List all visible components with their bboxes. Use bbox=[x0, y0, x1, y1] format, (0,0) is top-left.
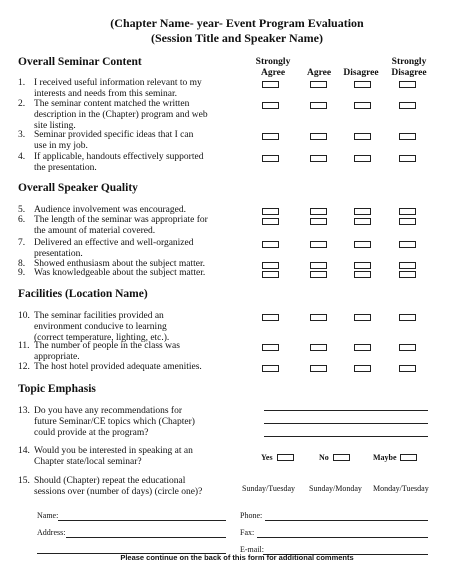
checkbox-disagree[interactable] bbox=[354, 344, 371, 351]
checkbox-strongly-agree[interactable] bbox=[262, 133, 279, 140]
item-number: 2. bbox=[18, 99, 26, 109]
rating-item bbox=[18, 99, 208, 131]
answer-line-3[interactable] bbox=[264, 436, 428, 437]
email-label: E-mail: bbox=[240, 545, 264, 554]
checkbox-strongly-disagree[interactable] bbox=[399, 365, 416, 372]
checkbox-agree[interactable] bbox=[310, 208, 327, 215]
checkbox-strongly-agree[interactable] bbox=[262, 241, 279, 248]
section-speaker-quality: Overall Speaker Quality bbox=[18, 182, 138, 194]
rating-item bbox=[18, 268, 206, 279]
checkbox-agree[interactable] bbox=[310, 155, 327, 162]
option-sunday-tuesday[interactable]: Sunday/Tuesday bbox=[242, 484, 296, 493]
rating-item bbox=[18, 311, 170, 343]
checkbox-strongly-disagree[interactable] bbox=[399, 208, 416, 215]
checkbox-strongly-disagree[interactable] bbox=[399, 271, 416, 278]
section-topic-emphasis: Topic Emphasis bbox=[18, 383, 96, 395]
phone-label: Phone: bbox=[240, 511, 263, 520]
item-text-line: environment conducive to learning bbox=[34, 322, 167, 332]
checkbox-agree[interactable] bbox=[310, 344, 327, 351]
item-text-line: (correct temperature, lighting, etc.). bbox=[34, 333, 170, 343]
form-title: (Chapter Name- year- Event Program Evaluation bbox=[110, 16, 364, 30]
checkbox-agree[interactable] bbox=[310, 365, 327, 372]
checkbox-strongly-agree[interactable] bbox=[262, 155, 279, 162]
maybe-checkbox[interactable] bbox=[400, 454, 417, 461]
option-monday-tuesday[interactable]: Monday/Tuesday bbox=[373, 484, 429, 493]
section-facilities: Facilities (Location Name) bbox=[18, 288, 148, 300]
name-field[interactable] bbox=[58, 520, 226, 521]
item-text-line: Seminar provided specific ideas that I can bbox=[34, 130, 194, 140]
item-number: 7. bbox=[18, 238, 26, 248]
item-number: 1. bbox=[18, 78, 26, 88]
checkbox-strongly-agree[interactable] bbox=[262, 81, 279, 88]
item-number: 8. bbox=[18, 259, 26, 269]
checkbox-agree[interactable] bbox=[310, 133, 327, 140]
checkbox-disagree[interactable] bbox=[354, 218, 371, 225]
checkbox-agree[interactable] bbox=[310, 262, 327, 269]
item-text-line: use in my job. bbox=[34, 141, 88, 151]
item-number: 10. bbox=[18, 311, 30, 321]
checkbox-agree[interactable] bbox=[310, 102, 327, 109]
checkbox-disagree[interactable] bbox=[354, 271, 371, 278]
rating-item bbox=[18, 362, 202, 373]
checkbox-agree[interactable] bbox=[310, 271, 327, 278]
item-number: 4. bbox=[18, 152, 26, 162]
checkbox-strongly-agree[interactable] bbox=[262, 344, 279, 351]
checkbox-strongly-disagree[interactable] bbox=[399, 81, 416, 88]
checkbox-disagree[interactable] bbox=[354, 262, 371, 269]
header-strongly-agree: Strongly Agree bbox=[255, 57, 291, 78]
checkbox-strongly-disagree[interactable] bbox=[399, 102, 416, 109]
checkbox-disagree[interactable] bbox=[354, 133, 371, 140]
item-text-line: Was knowledgeable about the subject matter. bbox=[34, 268, 206, 278]
item-text-line: site listing. bbox=[34, 121, 76, 131]
rating-item bbox=[18, 152, 204, 173]
checkbox-strongly-disagree[interactable] bbox=[399, 155, 416, 162]
item-text-line: Audience involvement was encouraged. bbox=[34, 205, 186, 215]
item-text-line: appropriate. bbox=[34, 352, 80, 362]
rating-item bbox=[18, 341, 180, 362]
checkbox-disagree[interactable] bbox=[354, 314, 371, 321]
checkbox-strongly-disagree[interactable] bbox=[399, 314, 416, 321]
form-subtitle: (Session Title and Speaker Name) bbox=[150, 31, 324, 45]
header-strongly-disagree: Strongly Disagree bbox=[391, 57, 427, 78]
rating-item bbox=[18, 215, 208, 236]
checkbox-agree[interactable] bbox=[310, 314, 327, 321]
address-label: Address: bbox=[37, 528, 66, 537]
phone-field[interactable] bbox=[265, 520, 428, 521]
checkbox-strongly-disagree[interactable] bbox=[399, 262, 416, 269]
header-disagree: Disagree bbox=[343, 68, 379, 78]
checkbox-strongly-disagree[interactable] bbox=[399, 133, 416, 140]
question-15: 15. Should (Chapter) repeat the educational sessions over (number of days) (circle one)? bbox=[18, 476, 203, 497]
item-text-line: the presentation. bbox=[34, 163, 97, 173]
checkbox-disagree[interactable] bbox=[354, 365, 371, 372]
checkbox-agree[interactable] bbox=[310, 241, 327, 248]
item-text-line: Showed enthusiasm about the subject matter. bbox=[34, 259, 205, 269]
checkbox-disagree[interactable] bbox=[354, 155, 371, 162]
checkbox-strongly-disagree[interactable] bbox=[399, 218, 416, 225]
section-seminar-content: Overall Seminar Content bbox=[18, 56, 142, 68]
rating-item bbox=[18, 78, 202, 99]
item-text-line: Delivered an effective and well-organized bbox=[34, 238, 194, 248]
item-number: 6. bbox=[18, 215, 26, 225]
name-label: Name: bbox=[37, 511, 59, 520]
rating-item bbox=[18, 238, 194, 259]
no-checkbox[interactable] bbox=[333, 454, 350, 461]
item-text-line: The host hotel provided adequate amenities. bbox=[34, 362, 202, 372]
item-text-line: If applicable, handouts effectively supported bbox=[34, 152, 204, 162]
checkbox-agree[interactable] bbox=[310, 81, 327, 88]
checkbox-strongly-agree[interactable] bbox=[262, 218, 279, 225]
checkbox-disagree[interactable] bbox=[354, 102, 371, 109]
item-number: 11. bbox=[18, 341, 30, 351]
item-text-line: description in the (Chapter) program and web bbox=[34, 110, 208, 120]
item-text-line: I received useful information relevant to my bbox=[34, 78, 202, 88]
fax-field[interactable] bbox=[257, 537, 428, 538]
rating-item bbox=[18, 130, 194, 151]
no-label: No bbox=[319, 453, 329, 462]
item-number: 5. bbox=[18, 205, 26, 215]
item-text-line: interests and needs from this seminar. bbox=[34, 89, 177, 99]
checkbox-strongly-agree[interactable] bbox=[262, 314, 279, 321]
fax-label: Fax: bbox=[240, 528, 255, 537]
item-number: 9. bbox=[18, 268, 26, 278]
checkbox-strongly-agree[interactable] bbox=[262, 208, 279, 215]
header-agree: Agree bbox=[306, 68, 332, 78]
checkbox-strongly-disagree[interactable] bbox=[399, 241, 416, 248]
checkbox-strongly-disagree[interactable] bbox=[399, 344, 416, 351]
checkbox-disagree[interactable] bbox=[354, 241, 371, 248]
answer-line-1[interactable] bbox=[264, 410, 428, 411]
address-field[interactable] bbox=[66, 537, 226, 538]
item-number: 12. bbox=[18, 362, 30, 372]
answer-line-2[interactable] bbox=[264, 423, 428, 424]
yes-checkbox[interactable] bbox=[277, 454, 294, 461]
checkbox-agree[interactable] bbox=[310, 218, 327, 225]
item-text-line: presentation. bbox=[34, 249, 83, 259]
question-14: 14. Would you be interested in speaking at an Chapter state/local seminar? bbox=[18, 446, 193, 467]
checkbox-disagree[interactable] bbox=[354, 81, 371, 88]
item-text-line: The seminar content matched the written bbox=[34, 99, 190, 109]
checkbox-strongly-agree[interactable] bbox=[262, 271, 279, 278]
checkbox-disagree[interactable] bbox=[354, 208, 371, 215]
item-text-line: the amount of material covered. bbox=[34, 226, 156, 236]
item-number: 3. bbox=[18, 130, 26, 140]
item-text-line: The length of the seminar was appropriate for bbox=[34, 215, 208, 225]
option-sunday-monday[interactable]: Sunday/Monday bbox=[309, 484, 362, 493]
checkbox-strongly-agree[interactable] bbox=[262, 102, 279, 109]
checkbox-strongly-agree[interactable] bbox=[262, 365, 279, 372]
item-text-line: The seminar facilities provided an bbox=[34, 311, 164, 321]
yes-label: Yes bbox=[261, 453, 273, 462]
question-13: 13. Do you have any recommendations for future Seminar/CE topics which (Chapter) could provide at the program? bbox=[18, 406, 195, 438]
maybe-label: Maybe bbox=[373, 453, 397, 462]
footer-note: Please continue on the back of this form for additional comments bbox=[120, 553, 354, 562]
item-text-line: The number of people in the class was bbox=[34, 341, 180, 351]
checkbox-strongly-agree[interactable] bbox=[262, 262, 279, 269]
